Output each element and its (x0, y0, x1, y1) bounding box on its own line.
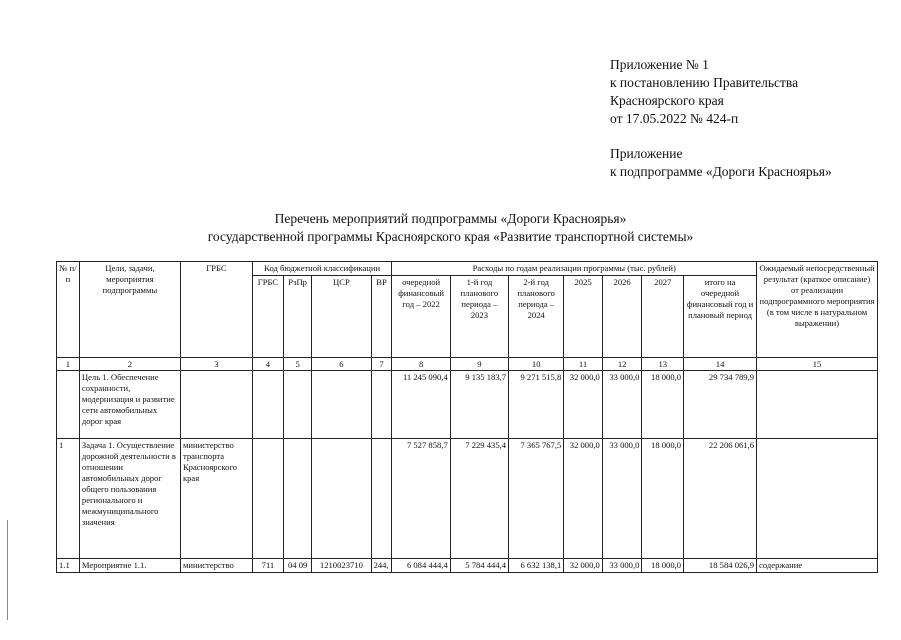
row-total: 29 734 789,9 (684, 371, 757, 439)
row-2025: 32 000,0 (564, 371, 603, 439)
header-2027: 2027 (642, 276, 684, 358)
row-total: 22 206 061,6 (684, 439, 757, 559)
header-grbs: ГРБС (180, 262, 252, 358)
col-index: 5 (284, 358, 312, 371)
row-2023: 7 229 435,4 (450, 439, 508, 559)
row-num: 1.1 (57, 559, 80, 573)
table-row-goal-1 (57, 371, 878, 439)
row-num (57, 371, 80, 439)
row-rzpr (284, 439, 312, 559)
header-2025: 2025 (564, 276, 603, 358)
appendix-line: к постановлению Правительства (610, 75, 799, 90)
col-index: 13 (642, 358, 684, 371)
appendix-line: от 17.05.2022 № 424-п (610, 111, 739, 126)
row-2022: 6 084 444,4 (392, 559, 450, 573)
row-num: 1 (57, 439, 80, 559)
header-goals: Цели, задачи, мероприятия подпрограммы (79, 262, 180, 358)
row-result: содержание (757, 559, 878, 573)
row-result (757, 439, 878, 559)
col-index: 1 (57, 358, 80, 371)
row-2025: 32 000,0 (564, 559, 603, 573)
row-2024: 9 271 515,8 (509, 371, 564, 439)
col-index: 7 (371, 358, 392, 371)
sub-appendix-line: к подпрограмме «Дороги Красноярья» (610, 164, 832, 179)
col-index: 12 (602, 358, 642, 371)
row-2023: 5 784 444,4 (450, 559, 508, 573)
row-2025: 32 000,0 (564, 439, 603, 559)
header-code-rzpr: РзПр (284, 276, 312, 358)
row-2024: 7 365 767,5 (509, 439, 564, 559)
col-index: 11 (564, 358, 603, 371)
row-code-grbs (252, 439, 283, 559)
row-vr: 244, (371, 559, 392, 573)
row-2022: 7 527 858,7 (392, 439, 450, 559)
title-line-1: Перечень мероприятий подпрограммы «Дороги Красноярья» (274, 211, 627, 226)
col-index: 3 (180, 358, 252, 371)
row-grbs: министерство транспорта Красноярского края (180, 439, 252, 559)
header-2023: 1-й год планового периода – 2023 (450, 276, 508, 358)
col-index: 10 (509, 358, 564, 371)
row-name: Задача 1. Осуществление дорожной деятельности в отношении автомобильных дорог общего пользования регионального и межмуниципального значения (79, 439, 180, 559)
row-2026: 33 000,0 (602, 371, 642, 439)
header-total: итого на очередной финансовый год и плановый период (684, 276, 757, 358)
row-grbs: министерство (180, 559, 252, 573)
row-grbs (180, 371, 252, 439)
column-index-row (57, 358, 878, 371)
header-code-vr: ВР (371, 276, 392, 358)
title-line-2: государственной программы Красноярского края «Развитие транспортной системы» (207, 229, 694, 244)
col-index: 14 (684, 358, 757, 371)
header-2026: 2026 (602, 276, 642, 358)
col-index: 2 (79, 358, 180, 371)
row-2027: 18 000,0 (642, 439, 684, 559)
measures-table (56, 261, 878, 573)
row-total: 18 584 026,9 (684, 559, 757, 573)
scan-margin-line (7, 520, 8, 620)
header-row-1 (57, 262, 878, 276)
header-budget-codes: Код бюджетной классификации (252, 262, 392, 276)
row-vr (371, 371, 392, 439)
row-csr (312, 439, 371, 559)
col-index: 15 (757, 358, 878, 371)
row-csr: 1210023710 (312, 559, 371, 573)
header-code-csr: ЦСР (312, 276, 371, 358)
row-2027: 18 000,0 (642, 559, 684, 573)
header-expenses: Расходы по годам реализации программы (тыс. рублей) (392, 262, 757, 276)
col-index: 9 (450, 358, 508, 371)
col-index: 8 (392, 358, 450, 371)
header-result: Ожидаемый непосредственный результат (краткое описание) от реализации подпрограммного мероприятия (в том числе в натуральном выражении) (757, 262, 878, 358)
table-row-task-1 (57, 439, 878, 559)
header-num: № п/п (57, 262, 80, 358)
row-vr (371, 439, 392, 559)
appendix-line: Красноярского края (610, 93, 724, 108)
row-code-grbs (252, 371, 283, 439)
row-code-grbs: 711 (252, 559, 283, 573)
col-index: 4 (252, 358, 283, 371)
table-row-measure-1-1 (57, 559, 878, 573)
col-index: 6 (312, 358, 371, 371)
row-name: Цель 1. Обеспечение сохранности, модернизация и развитие сети автомобильных дорог края (79, 371, 180, 439)
appendix-header (610, 56, 832, 181)
document-title (0, 210, 901, 246)
row-result (757, 371, 878, 439)
row-rzpr: 04 09 (284, 559, 312, 573)
row-2027: 18 000,0 (642, 371, 684, 439)
row-2023: 9 135 183,7 (450, 371, 508, 439)
sub-appendix-line: Приложение (610, 146, 683, 161)
header-2022: очередной финансовый год – 2022 (392, 276, 450, 358)
row-2022: 11 245 090,4 (392, 371, 450, 439)
row-csr (312, 371, 371, 439)
row-2024: 6 632 138,1 (509, 559, 564, 573)
row-2026: 33 000,0 (602, 439, 642, 559)
row-2026: 33 000,0 (602, 559, 642, 573)
row-rzpr (284, 371, 312, 439)
header-code-grbs: ГРБС (252, 276, 283, 358)
appendix-line: Приложение № 1 (610, 57, 709, 72)
row-name: Мероприятие 1.1. (79, 559, 180, 573)
header-2024: 2-й год планового периода – 2024 (509, 276, 564, 358)
